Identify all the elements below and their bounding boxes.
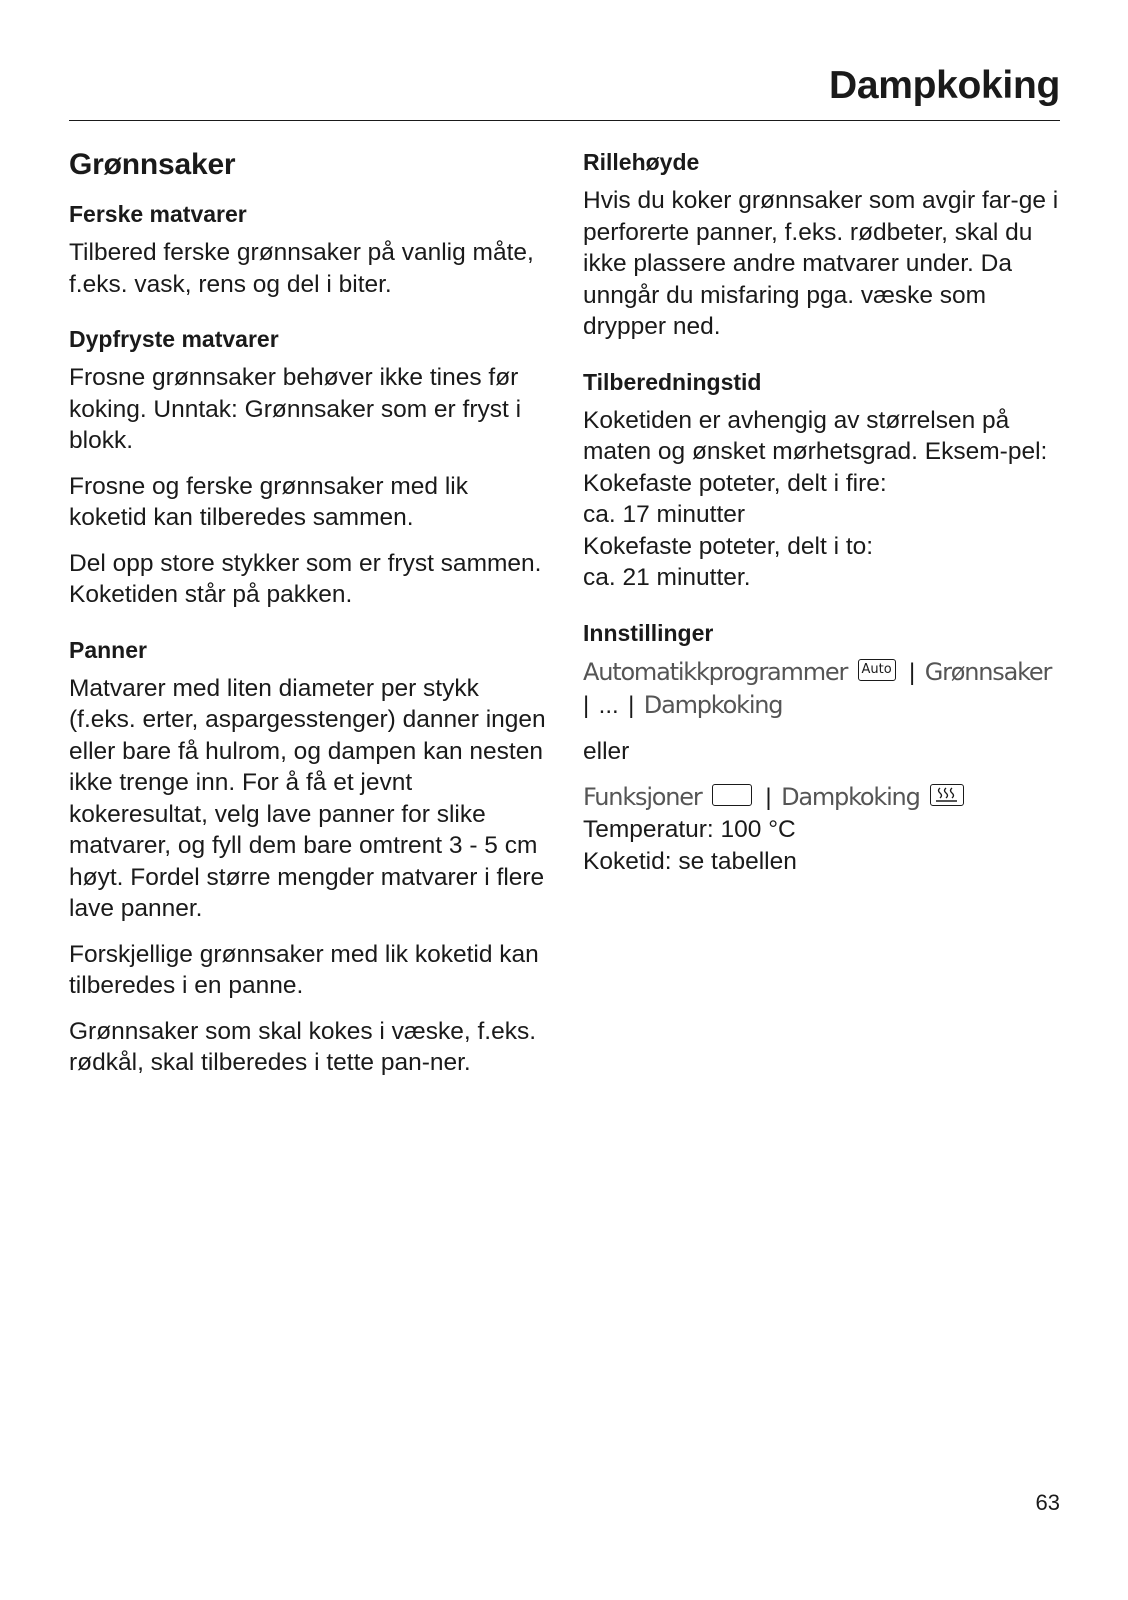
separator: | bbox=[628, 691, 635, 719]
auto-key-icon: Auto bbox=[858, 659, 896, 681]
paragraph: Grønnsaker som skal kokes i væske, f.eks. rødkål, skal tilberedes i tette pan-ner. bbox=[69, 1017, 536, 1076]
paragraph: Kokefaste poteter, delt i to: bbox=[583, 532, 874, 560]
separator: | bbox=[909, 658, 916, 686]
subheading-settings: Innstillinger bbox=[583, 619, 714, 646]
section-rack-height bbox=[583, 147, 1068, 343]
menu-item-auto-programs: Automatikkprogrammer bbox=[583, 657, 848, 686]
section-pans bbox=[69, 635, 549, 1079]
subheading-pans: Panner bbox=[69, 636, 147, 663]
menu-item-steam: Dampkoking bbox=[781, 783, 920, 811]
paragraph: ca. 21 minutter. bbox=[583, 564, 751, 591]
section-fresh bbox=[69, 199, 549, 300]
menu-item-vegetables: Grønnsaker bbox=[924, 657, 1052, 686]
paragraph: Forskjellige grønnsaker med lik koketid kan tilberedes i en panne. bbox=[69, 940, 539, 999]
separator: | bbox=[583, 691, 590, 719]
left-column bbox=[69, 145, 549, 1103]
paragraph: Tilbered ferske grønnsaker på vanlig måte, f.eks. vask, rens og del i biter. bbox=[69, 239, 534, 298]
paragraph: Frosne og ferske grønnsaker med lik koketid kan tilberedes sammen. bbox=[69, 472, 468, 531]
menu-item-functions: Funksjoner bbox=[583, 783, 702, 811]
section-settings bbox=[583, 618, 1068, 878]
page-title: Dampkoking bbox=[828, 64, 1060, 107]
or-text: eller bbox=[583, 737, 630, 765]
subheading-fresh: Ferske matvarer bbox=[69, 201, 247, 227]
page-number: 63 bbox=[1035, 1490, 1060, 1515]
steam-icon bbox=[930, 784, 964, 806]
section-cooking-time bbox=[583, 367, 1068, 594]
paragraph: Matvarer med liten diameter per stykk (f.eks. erter, aspargesstenger) danner ingen eller bare få hulrom, og dampen kan nesten ikke trenge inn. For å få et jevnt kokeresultat, velg lave panner for slike matvarer, og fyll dem bare omtrent 3 - 5 cm høyt. Fordel større mengder matvarer i flere lave panner. bbox=[69, 674, 546, 922]
separator: | bbox=[765, 784, 772, 811]
temperature-text: Temperatur: 100 °C bbox=[583, 816, 796, 843]
menu-item-steam: Dampkoking bbox=[643, 690, 783, 719]
paragraph: Frosne grønnsaker behøver ikke tines før koking. Unntak: Grønnsaker som er fryst i blokk. bbox=[69, 364, 522, 454]
menu-ellipsis: ... bbox=[598, 691, 619, 719]
subheading-cooking-time: Tilberedningstid bbox=[583, 368, 762, 395]
paragraph: Del opp store stykker som er fryst sammen. Koketiden står på pakken. bbox=[69, 549, 542, 608]
section-heading: Grønnsaker bbox=[69, 148, 236, 181]
subheading-rack-height: Rillehøyde bbox=[583, 149, 700, 175]
paragraph: ca. 17 minutter bbox=[583, 501, 746, 528]
section-frozen bbox=[69, 324, 549, 611]
cooking-time-text: Koketid: se tabellen bbox=[583, 847, 797, 875]
right-column bbox=[583, 145, 1068, 901]
paragraph: Hvis du koker grønnsaker som avgir far-ge i perforerte panner, f.eks. rødbeter, skal du ikke plassere andre matvarer under. Da unngår du misfaring pga. væske som drypper ned. bbox=[583, 187, 1059, 340]
paragraph: Koketiden er avhengig av størrelsen på maten og ønsket mørhetsgrad. Eksem-pel: bbox=[583, 406, 1048, 465]
subheading-frozen: Dypfryste matvarer bbox=[69, 326, 279, 352]
menu-path-auto bbox=[583, 656, 1068, 722]
page-header bbox=[69, 62, 1060, 121]
menu-path-functions bbox=[583, 781, 1068, 814]
paragraph: Kokefaste poteter, delt i fire: bbox=[583, 469, 887, 497]
function-key-icon bbox=[712, 784, 752, 806]
